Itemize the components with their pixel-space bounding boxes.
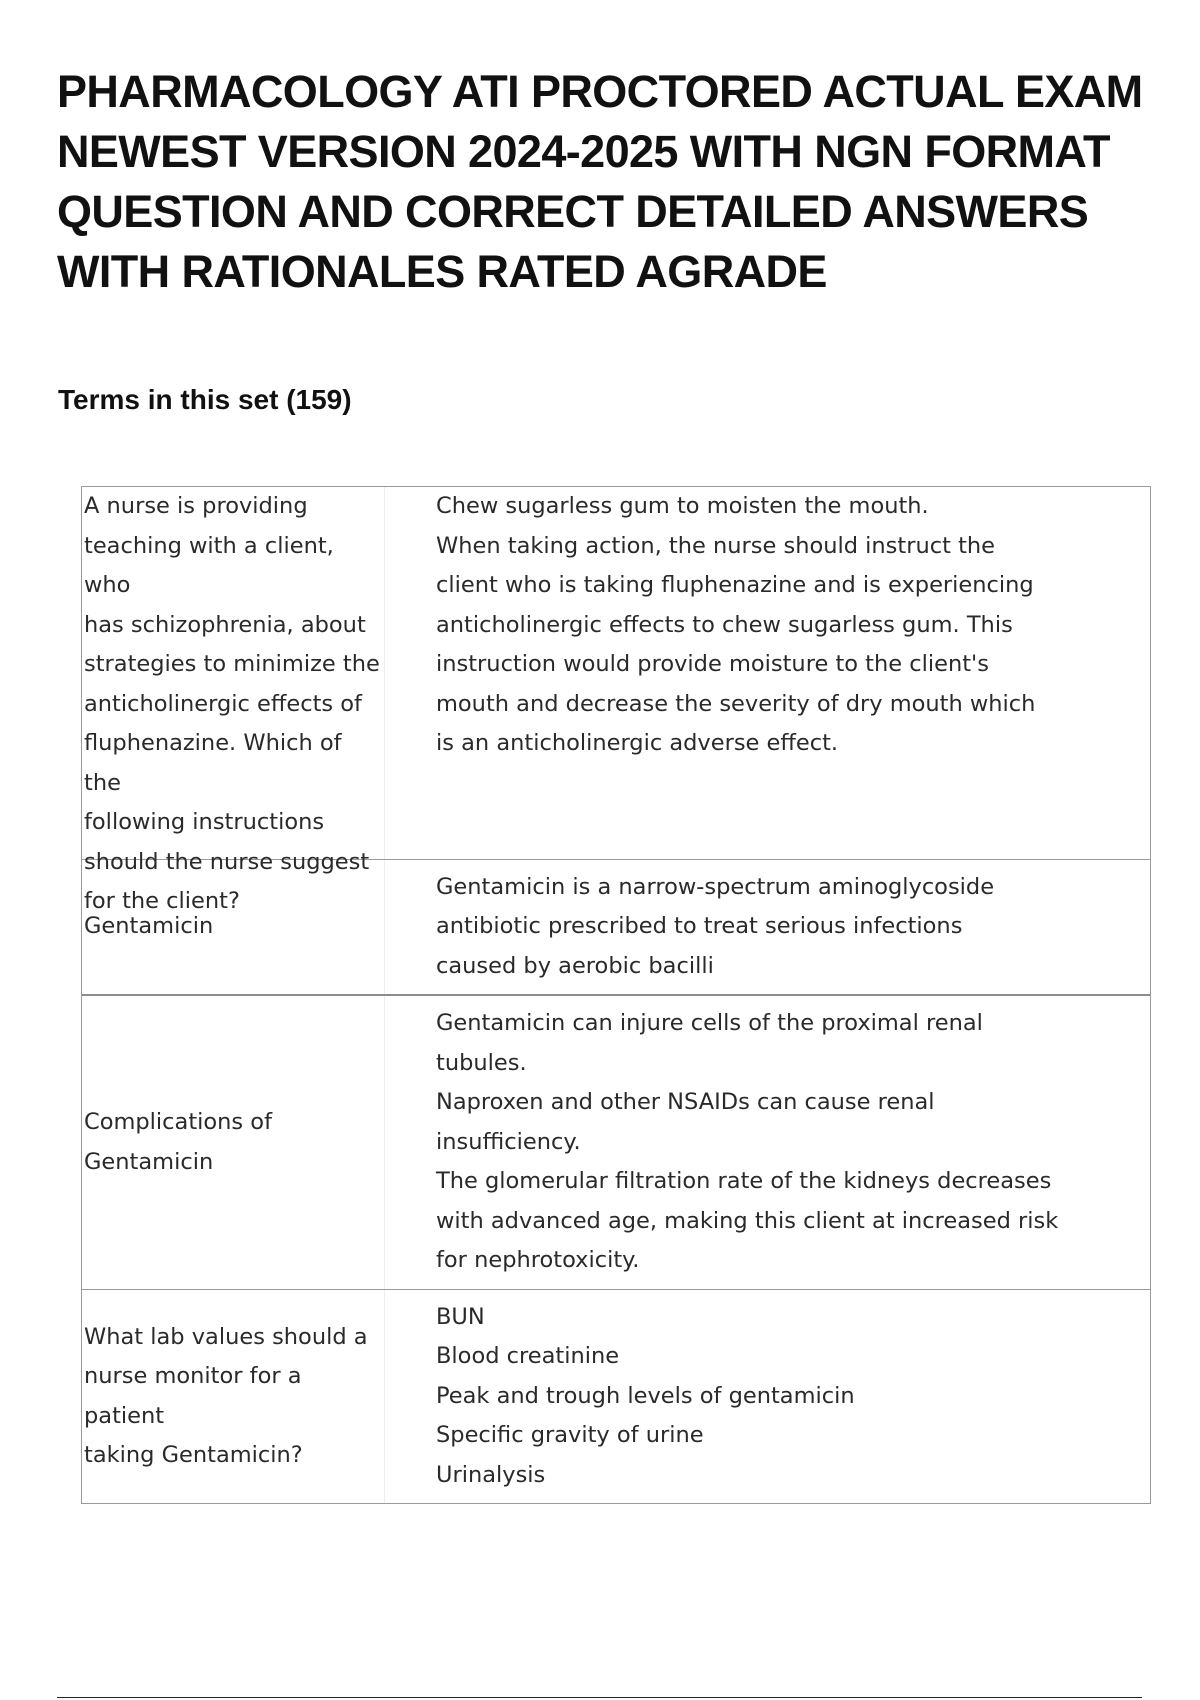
document-title: PHARMACOLOGY ATI PROCTORED ACTUAL EXAM NEWEST VERSION 2024-2025 WITH NGN FORMAT QUESTION AND CORRECT DETAILED ANSWERS WITH RATIONALES RATED AGRADE — [57, 66, 1143, 297]
definition-line: Urinalysis — [436, 1461, 546, 1488]
card-definition — [402, 860, 1150, 994]
page-divider — [57, 1697, 1142, 1698]
definition-line: Peak and trough levels of gentamicin — [436, 1382, 855, 1409]
definition-line: Naproxen and other NSAIDs can cause renal insufficiency. — [436, 1089, 935, 1155]
definition-line: BUN — [436, 1303, 485, 1330]
definition-line: Chew sugarless gum to moisten the mouth. — [436, 493, 929, 519]
definition-line: Gentamicin is a narrow-spectrum aminoglycoside antibiotic prescribed to treat serious infections caused by aerobic bacilli — [436, 873, 995, 979]
flashcard-row — [82, 1289, 1150, 1503]
definition-line: Specific gravity of urine — [436, 1422, 704, 1449]
card-term: A nurse is providing teaching with a client, who has schizophrenia, about strategies to minimize the anticholinergic effects of fluphenazine. Which of the following instructions should the nurse suggest for the client? — [82, 487, 385, 859]
card-definition — [402, 1290, 1150, 1503]
flashcard-row — [82, 487, 1150, 914]
card-definition — [402, 487, 1150, 859]
definition-line: When taking action, the nurse should instruct the client who is taking fluphenazine and is experiencing anticholinergic effects to chew sugarless gum. This instruction would provide moisture to the client's mouth and decrease the severity of dry mouth which is an anticholinergic adverse effect. — [436, 532, 1036, 756]
flashcard-row — [82, 859, 1150, 994]
card-definition — [402, 996, 1150, 1289]
flashcard-row — [82, 994, 1150, 1289]
flashcard-table — [81, 486, 1151, 1504]
card-term: What lab values should a nurse monitor for a patient taking Gentamicin? — [82, 1290, 385, 1503]
card-term: Gentamicin — [82, 860, 385, 994]
definition-line: Blood creatinine — [436, 1343, 620, 1370]
definition-line: The glomerular filtration rate of the kidneys decreases with advanced age, making this client at increased risk for nephrotoxicity. — [436, 1168, 1059, 1274]
terms-count-heading: Terms in this set (159) — [58, 384, 352, 415]
card-term: Complications of Gentamicin — [82, 996, 385, 1289]
definition-line: Gentamicin can injure cells of the proximal renal tubules. — [436, 1010, 983, 1076]
